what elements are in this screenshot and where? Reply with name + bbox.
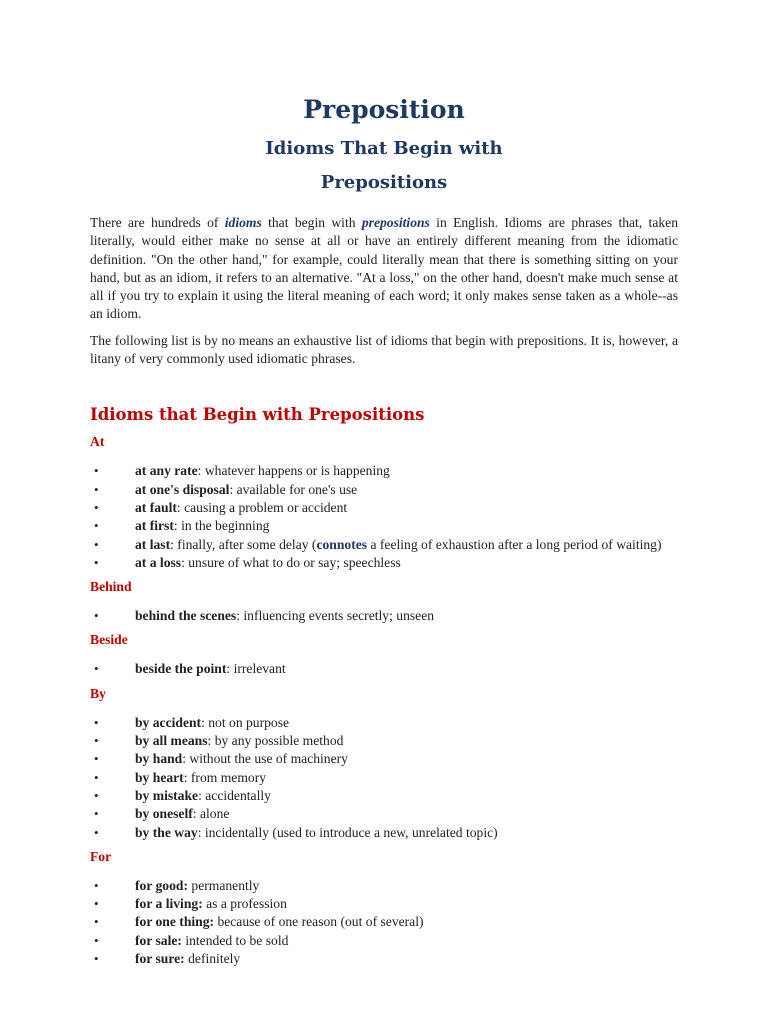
bullet-icon: • [94,714,99,730]
group-label: Beside [90,632,128,648]
idiom-list [90,714,678,842]
list-item [90,462,678,480]
subtitle-line-1: Idioms That Begin with [265,138,503,159]
document-subtitle [90,132,678,200]
bullet-icon: • [94,554,99,570]
idiom-term: by mistake [135,787,199,803]
idiom-definition: : by any possible method [207,733,344,749]
bullet-icon: • [94,769,99,785]
intro-text-b: that begin with [261,215,362,230]
idiom-group-beside [90,631,678,678]
list-item [90,517,678,535]
idiom-definition: definitely [184,951,241,967]
list-item [90,913,678,931]
group-label: By [90,685,106,701]
idiom-groups [90,433,678,968]
list-item [90,932,678,950]
idiom-term: by the way [135,824,198,840]
section-heading: Idioms that Begin with Prepositions [90,405,425,425]
list-item [90,877,678,895]
list-item [90,554,678,572]
bullet-icon: • [94,463,99,479]
list-item [90,750,678,768]
idiom-definition: : available for one's use [229,481,358,497]
list-item [90,481,678,499]
idiom-term: beside the point [135,661,227,677]
group-label: For [90,848,112,864]
bullet-icon: • [94,896,99,912]
document-title: Preposition [303,95,465,124]
idiom-term: by heart [135,769,184,785]
bullet-icon: • [94,787,99,803]
idiom-definition: : accidentally [198,787,271,803]
idiom-group-by [90,685,678,842]
keyword-idioms: idioms [224,215,262,230]
idiom-list [90,607,678,625]
intro-paragraph-1 [90,214,678,324]
idiom-term: for a living: [135,896,203,912]
idiom-definition: : causing a problem or accident [176,499,348,515]
intro-text-c: in English. Idioms are phrases that, taken literally, would either make no sense at all or have an entirely different meaning from the idiomatic definition. "On the other hand," for example, could literally mean that there is something sitting on your hand, but as an idiom, it refers to an alternative. "At a loss," on the other hand, doesn't make much sense at all if you try to explain it using the literal meaning of each word; it only makes sense taken as a whole--as an idiom. [90,215,678,322]
list-item [90,607,678,625]
group-label: At [90,434,105,450]
bullet-icon: • [94,951,99,967]
idiom-term: by oneself [135,806,193,822]
idiom-definition: : unsure of what to do or say; speechless [181,554,401,570]
keyword-prepositions: prepositions [361,215,430,230]
idiom-definition: intended to be sold [181,932,289,948]
idiom-definition: permanently [188,877,260,893]
list-item [90,536,678,554]
idiom-list [90,462,678,572]
idiom-term: for one thing: [135,914,215,930]
idiom-definition: : influencing events secretly; unseen [236,608,435,624]
idiom-definition: : without the use of machinery [182,751,348,767]
idiom-term: at fault [135,499,177,515]
bullet-icon: • [94,608,99,624]
idiom-term: behind the scenes [135,608,237,624]
idiom-definition-cont: a feeling of exhaustion after a long period of waiting) [367,536,662,552]
idiom-term: for sure: [135,951,185,967]
idiom-term: at one's disposal [135,481,230,497]
idiom-group-at [90,433,678,572]
idiom-definition: : finally, after some delay ( [170,536,317,552]
idiom-definition: as a profession [202,896,287,912]
bullet-icon: • [94,751,99,767]
bullet-icon: • [94,536,99,552]
list-item [90,732,678,750]
idiom-term: by all means [135,733,208,749]
idiom-definition: : whatever happens or is happening [197,463,390,479]
list-item [90,787,678,805]
idiom-definition: : alone [192,806,230,822]
idiom-definition: : from memory [183,769,267,785]
idiom-definition: : in the beginning [173,518,270,534]
list-item [90,660,678,678]
idiom-term: at any rate [135,463,198,479]
bullet-icon: • [94,661,99,677]
list-item [90,499,678,517]
idiom-term: at a loss [135,554,182,570]
idiom-term: for good: [135,877,188,893]
idiom-group-for [90,848,678,968]
intro-paragraph-2: The following list is by no means an exhaustive list of idioms that begin with prepositions. It is, however, a litany of very commonly used idiomatic phrases. [90,332,678,367]
idiom-group-behind [90,578,678,625]
bullet-icon: • [94,481,99,497]
list-item [90,950,678,968]
list-item [90,714,678,732]
bullet-icon: • [94,499,99,515]
bullet-icon: • [94,914,99,930]
bullet-icon: • [94,877,99,893]
idiom-term: by hand [135,751,183,767]
idiom-definition: : not on purpose [201,714,290,730]
subtitle-line-2: Prepositions [320,172,448,193]
idiom-term: at last [135,536,171,552]
highlighted-word: connotes [316,536,368,552]
list-item [90,769,678,787]
idiom-term: for sale: [135,932,182,948]
bullet-icon: • [94,824,99,840]
group-label: Behind [90,579,132,595]
bullet-icon: • [94,733,99,749]
intro-text-a: There are hundreds of [90,215,225,230]
list-item [90,895,678,913]
idiom-term: by accident [135,714,202,730]
idiom-definition: : irrelevant [226,661,286,677]
idiom-term: at first [135,518,174,534]
idiom-list [90,660,678,678]
bullet-icon: • [94,932,99,948]
list-item [90,824,678,842]
bullet-icon: • [94,806,99,822]
idiom-definition: : incidentally (used to introduce a new, unrelated topic) [197,824,498,840]
idiom-definition: because of one reason (out of several) [214,914,424,930]
bullet-icon: • [94,518,99,534]
list-item [90,805,678,823]
idiom-list [90,877,678,968]
